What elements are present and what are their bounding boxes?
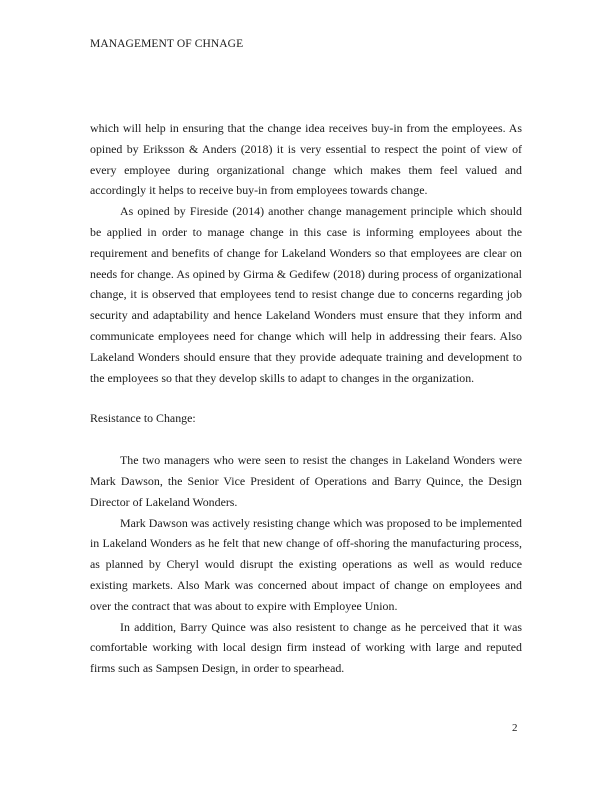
paragraph-mark-dawson: Mark Dawson was actively resisting change which was proposed to be implemented in Lakeland Wonders as he felt that new change of off-shoring the manufacturing process, as planned by Cheryl would disrupt the existing operations as well as would reduce existing markets. Also Mark was concerned about impact of change on employees and over the contract that was about to expire with Employee Union. [90, 515, 522, 613]
body-text [90, 118, 522, 679]
paragraph-barry-quince: In addition, Barry Quince was also resistent to change as he perceived that it was comfortable working with local design firm instead of working with large and reputed firms such as Sampsen Design, in order to spearhead. [90, 619, 522, 676]
section-heading-resistance: Resistance to Change: [90, 411, 196, 426]
running-head: MANAGEMENT OF CHNAGE [90, 38, 244, 50]
paragraph-change-principle: As opined by Fireside (2014) another change management principle which should be applied in order to manage change in this case is informing employees about the requirement and benefits of change for Lakeland Wonders so that employees are clear on needs for change. As opined by Girma & Gedifew (2018) during process of organizational change, it is observed that employees tend to resist change due to concerns regarding job security and adaptability and hence Lakeland Wonders must ensure that they inform and communicate employees need for change which will help in addressing their fears. Also Lakeland Wonders should ensure that they provide adequate training and development to the employees so that they develop skills to adapt to changes in the organization. [90, 204, 522, 385]
paragraph-continuation: which will help in ensuring that the change idea receives buy-in from the employees. As opined by Eriksson & Anders (2018) it is very essential to respect the point of view of every employee during organizational change which makes them feel valued and accordingly it helps to receive buy-in from employees towards change. [90, 121, 522, 198]
paragraph-resisting-managers: The two managers who were seen to resist the changes in Lakeland Wonders were Mark Dawson, the Senior Vice President of Operations and Barry Quince, the Design Director of Lakeland Wonders. [90, 453, 522, 509]
page-number: 2 [512, 722, 518, 734]
